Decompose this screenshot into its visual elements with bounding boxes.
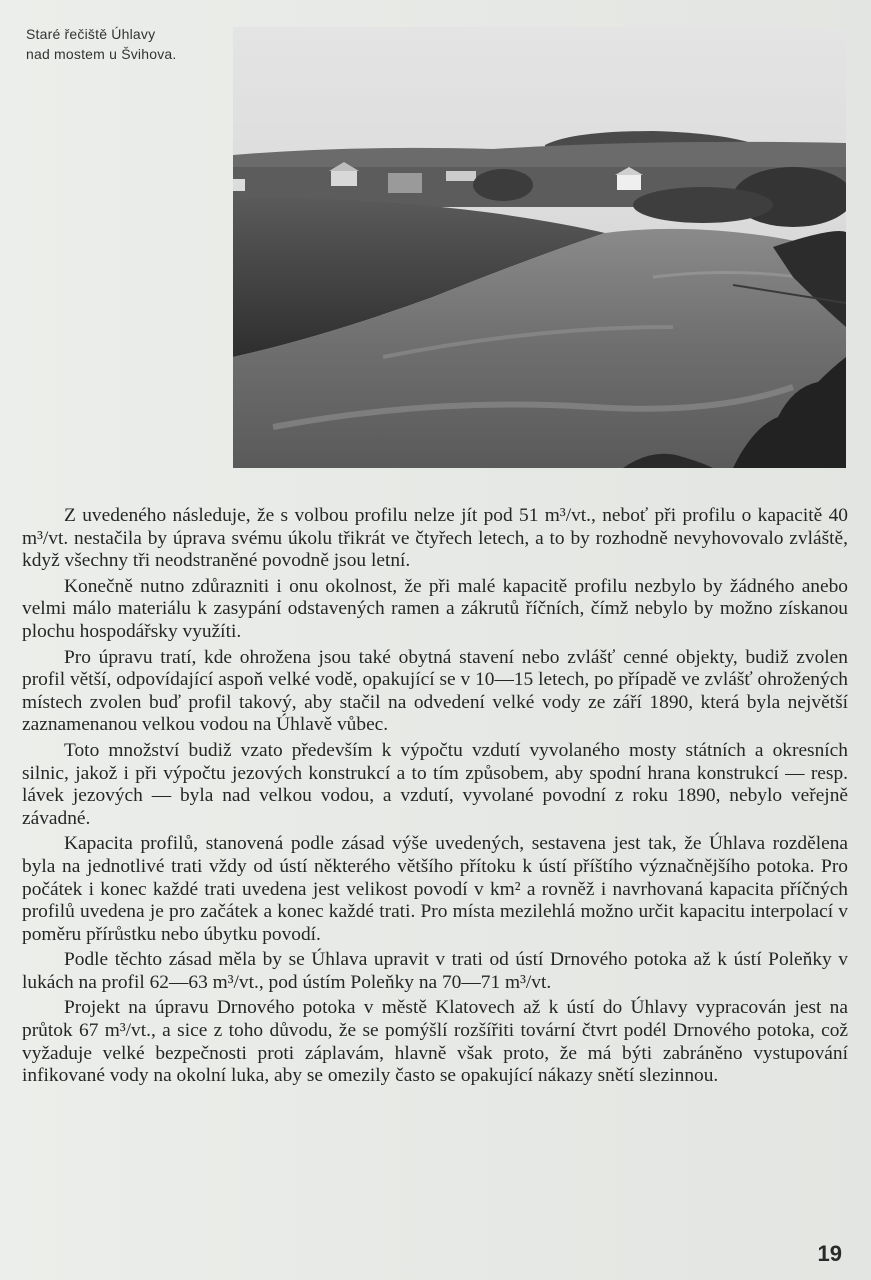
paragraph: Konečně nutno zdůrazniti i onu okolnost, že při malé kapacitě profilu nezbylo by žádného anebo velmi málo materiálu k zasypání odstavených ramen a zákrutů říčních, čímž nebylo by možno získanou plochu hospodářsky využíti. <box>22 575 848 642</box>
paragraph: Kapacita profilů, stanovená podle zásad výše uvedených, sestavena jest tak, že Úhlava rozdělena byla na jednotlivé trati vždy od ústí některého většího přítoku k ústí příštího význačnějšího potoka. Pro počátek i konec každé trati uvedena jest velikost povodí v km² a rovněž i navrhovaná kapacita příčných profilů uvedena je pro začátek a konec každé trati. Pro místa mezilehlá možno určit kapacitu interpolací v poměru přírůstku nebo úbytku povodí. <box>22 833 848 945</box>
caption-line-2: nad mostem u Švihova. <box>26 46 177 62</box>
river-photo <box>233 27 846 468</box>
article-body <box>22 505 848 1088</box>
page-number: 19 <box>817 1241 842 1266</box>
caption-line-1: Staré řečiště Úhlavy <box>26 26 156 42</box>
photo-caption <box>26 24 226 64</box>
paragraph: Podle těchto zásad měla by se Úhlava upravit v trati od ústí Drnového potoka až k ústí Poleňky v lukách na profil 62—63 m³/vt., pod ústím Poleňky na 70—71 m³/vt. <box>22 949 848 993</box>
paragraph: Z uvedeného následuje, že s volbou profilu nelze jít pod 51 m³/vt., neboť při profilu o kapacitě 40 m³/vt. nestačila by úprava svému úkolu třikrát ve čtyřech letech, a to by rozhodně nevyhovovalo zvláště, když všechny tři neodstraněné povodně jsou letní. <box>22 505 848 572</box>
river-photo-image <box>233 27 846 468</box>
paragraph: Toto množství budiž vzato především k výpočtu vzdutí vyvolaného mosty státních a okresních silnic, jakož i při výpočtu jezových konstrukcí a to tím způsobem, aby spodní hrana konstrukcí — resp. lávek jezových — byla nad velkou vodou, a vzdutí, vyvolané povodní z roku 1890, nebylo veřejně závadné. <box>22 739 848 829</box>
paragraph: Projekt na úpravu Drnového potoka v městě Klatovech až k ústí do Úhlavy vypracován jest na průtok 67 m³/vt., a sice z toho důvodu, že se pomýšlí rozšířiti tovární čtvrt podél Drnového potoka, což vyžaduje velké bezpečnosti proti záplavám, hlavně však proto, že má býti zabráněno vystupování infikované vody na okolní luka, aby se omezily často se opakující nákazy snětí slezinnou. <box>22 997 848 1087</box>
paragraph: Pro úpravu tratí, kde ohrožena jsou také obytná stavení nebo zvlášť cenné objekty, budiž zvolen profil větší, odpovídající aspoň velké vodě, opakující se v 10—15 letech, po případě ve zvlášť ohrožených místech zvolen buď profil takový, aby stačil na odvedení velké vody ze září 1890, která byla největší zaznamenanou velkou vodou na Úhlavě vůbec. <box>22 646 848 736</box>
